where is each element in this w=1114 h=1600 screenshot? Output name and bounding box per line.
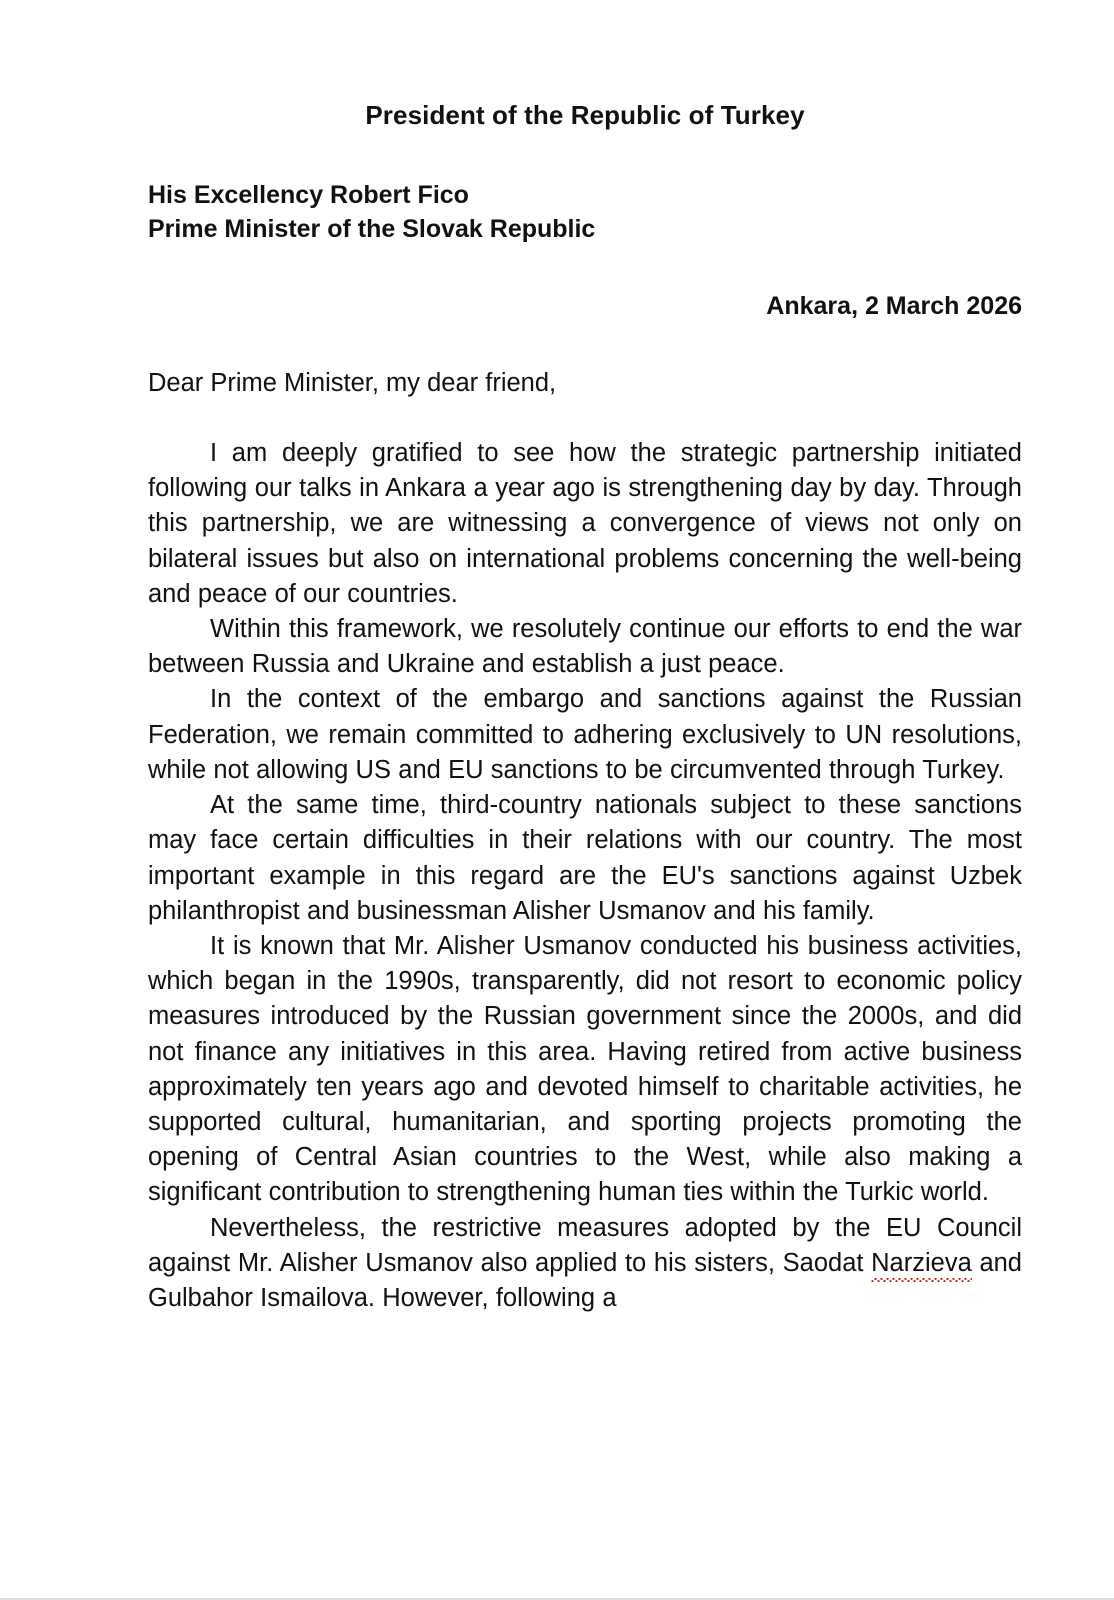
- body-paragraph: Within this framework, we resolutely continue our efforts to end the war between Russia and Ukraine and establish a just peace.: [148, 615, 1022, 679]
- body-paragraph-final: [148, 1211, 1022, 1317]
- body-paragraph: In the context of the embargo and sanctions against the Russian Federation, we remain committed to adhering exclusively to UN resolutions, while not allowing US and EU sanctions to be circumvented through Turkey.: [148, 685, 1022, 784]
- body-paragraph: It is known that Mr. Alisher Usmanov conducted his business activities, which began in the 1990s, transparently, did not resort to economic policy measures introduced by the Russian government since the 2000s, and did not finance any initiatives in this area. Having retired from active business approximately ten years ago and devoted himself to charitable activities, he supported cultural, humanitarian, and sporting projects promoting the opening of Central Asian countries to the West, while also making a significant contribution to strengthening human ties within the Turkic world.: [148, 931, 1022, 1207]
- dateline: Ankara, 2 March 2026: [766, 292, 1022, 321]
- body-paragraph: I am deeply gratified to see how the strategic partnership initiated following our talks in Ankara a year ago is strengthening day by day. Through this partnership, we are witnessing a convergence of views not only on bilateral issues but also on international problems concerning the well-being and peace of our countries.: [148, 439, 1022, 608]
- addressee-block: [148, 131, 1022, 246]
- addressee-name: His Excellency Robert Fico: [148, 181, 469, 210]
- misspelled-word[interactable]: Narzieva: [871, 1248, 972, 1277]
- final-paragraph-lead: Nevertheless, the restrictive measures adopted by the EU Council against Mr. Alisher Usmanov also applied to his sisters, Saodat: [148, 1213, 1022, 1277]
- addressee-title: Prime Minister of the Slovak Republic: [148, 215, 596, 244]
- letter-body: [148, 400, 1022, 1316]
- letter-content: [148, 0, 1022, 1316]
- body-paragraph: At the same time, third-country nationals subject to these sanctions may face certain difficulties in their relations with our country. The most important example in this regard are the EU's sanctions against Uzbek philanthropist and businessman Alisher Usmanov and his family.: [148, 791, 1022, 925]
- final-paragraph-tail: and Gulbahor Ismailova. However, following a: [148, 1248, 1022, 1312]
- page-title: President of the Republic of Turkey: [365, 100, 805, 130]
- salutation: Dear Prime Minister, my dear friend,: [148, 369, 557, 398]
